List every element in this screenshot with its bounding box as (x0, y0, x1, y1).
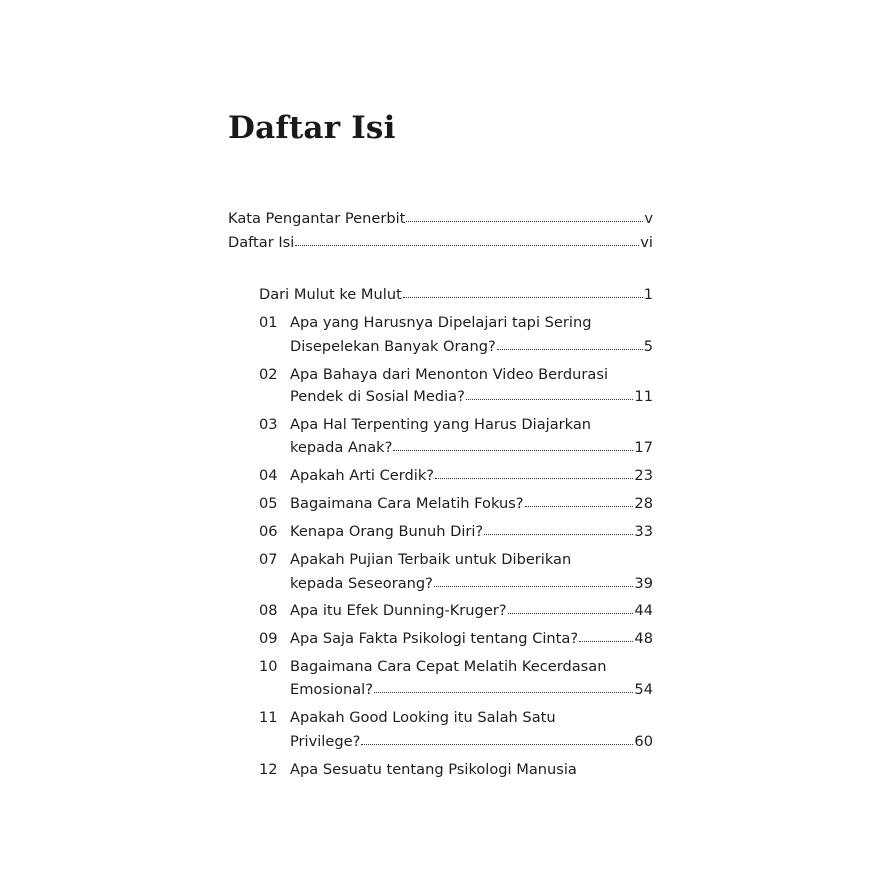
chapter-title-line1: Bagaimana Cara Cepat Melatih Kecerdasan (290, 658, 607, 675)
chapter-title: Apakah Arti Cerdik? (290, 467, 435, 484)
dot-leader (434, 573, 634, 587)
toc-page-number: 28 (634, 495, 653, 512)
chapter-title-line1: Apa Bahaya dari Menonton Video Berdurasi (290, 366, 609, 383)
chapter-number: 05 (259, 495, 278, 512)
dot-leader (435, 465, 633, 479)
toc-entry-chapter-08 (290, 601, 653, 620)
toc-entry-chapter-01 (290, 337, 653, 356)
chapter-number: 04 (259, 467, 278, 484)
toc-page-number: 17 (634, 439, 653, 456)
dot-leader (508, 600, 634, 614)
toc-entry-chapter-09 (290, 629, 653, 648)
chapter-title-line2: Privilege? (290, 733, 361, 750)
dot-leader (393, 437, 633, 451)
toc-entry-intro (259, 285, 653, 304)
dot-leader (497, 336, 643, 350)
toc-entry-text: Daftar Isi (228, 234, 295, 251)
toc-entry-text: Dari Mulut ke Mulut (259, 286, 402, 303)
toc-entry-chapter-07 (290, 574, 653, 593)
chapter-title-line2: Pendek di Sosial Media? (290, 388, 465, 405)
toc-entry-chapter-10 (290, 680, 653, 699)
toc-entry-chapter-03 (290, 438, 653, 457)
dot-leader (361, 731, 633, 745)
chapter-title-line1: Apa Hal Terpenting yang Harus Diajarkan (290, 416, 592, 433)
chapter-number: 10 (259, 658, 278, 675)
chapter-title-line1: Apa yang Harusnya Dipelajari tapi Sering (290, 314, 592, 331)
toc-page-number: 60 (634, 733, 653, 750)
dot-leader (484, 521, 633, 535)
dot-leader (403, 284, 643, 298)
toc-page-number: 39 (634, 575, 653, 592)
chapter-title: Kenapa Orang Bunuh Diri? (290, 523, 484, 540)
dot-leader (295, 232, 639, 246)
toc-page-number: vi (640, 234, 653, 251)
chapter-title-line2: kepada Anak? (290, 439, 393, 456)
toc-entry-front-1 (228, 209, 653, 228)
toc-entry-chapter-06 (290, 522, 653, 541)
toc-page-number: v (644, 210, 653, 227)
toc-page-number: 1 (643, 286, 653, 303)
toc-page-number: 48 (634, 630, 653, 647)
chapter-title: Apa Saja Fakta Psikologi tentang Cinta? (290, 630, 579, 647)
toc-entry-chapter-02 (290, 387, 653, 406)
dot-leader (406, 208, 643, 222)
toc-page-number: 23 (634, 467, 653, 484)
chapter-number: 02 (259, 366, 278, 383)
toc-page-number: 11 (634, 388, 653, 405)
chapter-number: 12 (259, 761, 278, 778)
chapter-title-line1: Apakah Pujian Terbaik untuk Diberikan (290, 551, 572, 568)
toc-page-number: 44 (634, 602, 653, 619)
dot-leader (525, 493, 634, 507)
chapter-title-line2: Disepelekan Banyak Orang? (290, 338, 496, 355)
dot-leader (466, 386, 634, 400)
toc-entry-front-2 (228, 233, 653, 252)
chapter-number: 07 (259, 551, 278, 568)
toc-page-number: 33 (634, 523, 653, 540)
chapter-number: 11 (259, 709, 278, 726)
chapter-number: 06 (259, 523, 278, 540)
chapter-title-line1: Apakah Good Looking itu Salah Satu (290, 709, 556, 726)
chapter-number: 03 (259, 416, 278, 433)
toc-entry-chapter-05 (290, 494, 653, 513)
toc-entry-chapter-11 (290, 732, 653, 751)
toc-page-number: 5 (643, 338, 653, 355)
chapter-title: Bagaimana Cara Melatih Fokus? (290, 495, 524, 512)
dot-leader (579, 628, 633, 642)
chapter-title-line1: Apa Sesuatu tentang Psikologi Manusia (290, 761, 577, 778)
toc-entry-chapter-04 (290, 466, 653, 485)
chapter-number: 01 (259, 314, 278, 331)
page-title: Daftar Isi (228, 110, 396, 146)
chapter-title-line2: Emosional? (290, 681, 373, 698)
toc-entry-text: Kata Pengantar Penerbit (228, 210, 406, 227)
toc-page-number: 54 (634, 681, 653, 698)
chapter-number: 08 (259, 602, 278, 619)
chapter-number: 09 (259, 630, 278, 647)
chapter-title: Apa itu Efek Dunning-Kruger? (290, 602, 507, 619)
chapter-title-line2: kepada Seseorang? (290, 575, 433, 592)
dot-leader (374, 679, 633, 693)
